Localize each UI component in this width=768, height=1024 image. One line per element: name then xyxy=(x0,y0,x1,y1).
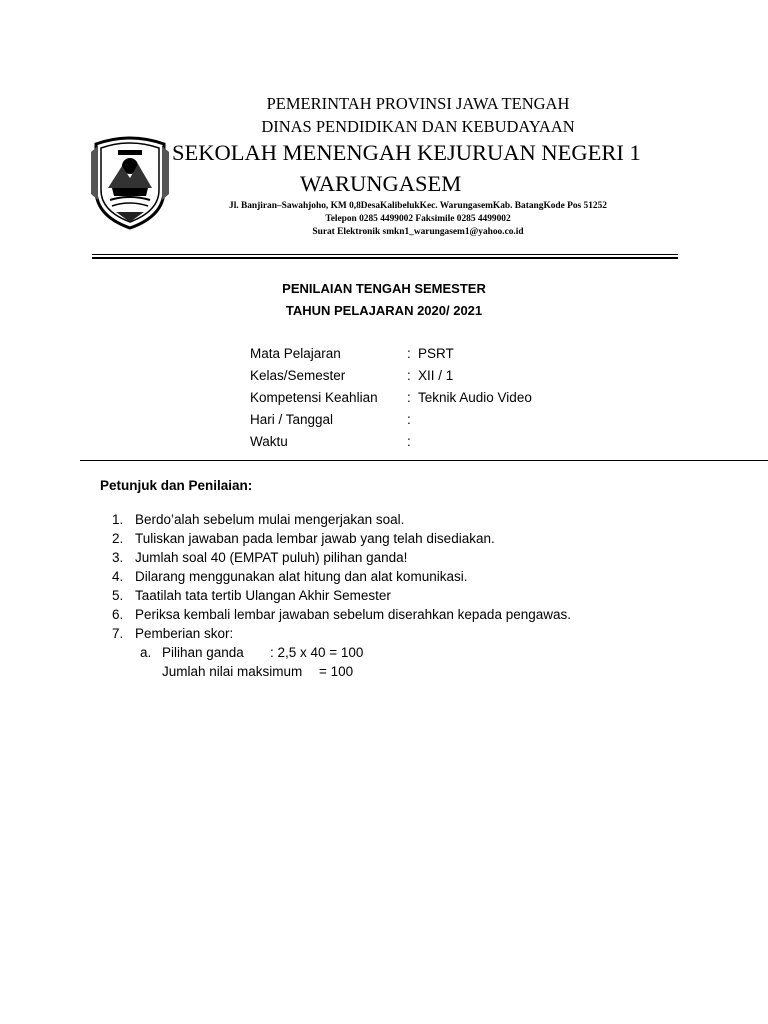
info-label: Kompetensi Keahlian xyxy=(250,390,378,405)
info-colon: : xyxy=(407,412,411,427)
list-item-number: 4. xyxy=(112,569,124,584)
sub-item-label: Pilihan ganda xyxy=(162,645,244,660)
school-name-line1: SEKOLAH MENENGAH KEJURUAN NEGERI 1 xyxy=(172,140,641,165)
letterhead-divider-thick xyxy=(92,257,678,259)
school-name-line2: WARUNGASEM xyxy=(300,171,462,196)
info-label: Waktu xyxy=(250,434,288,449)
list-item-number: 5. xyxy=(112,588,124,603)
list-item-number: 6. xyxy=(112,607,124,622)
max-score-value: = 100 xyxy=(319,664,354,679)
letterhead-divider-thin xyxy=(92,254,678,255)
info-label: Mata Pelajaran xyxy=(250,346,341,361)
section-divider xyxy=(80,460,768,461)
info-value: PSRT xyxy=(418,346,454,361)
list-item-text: Taatilah tata tertib Ulangan Akhir Semester xyxy=(135,588,391,603)
info-value: XII / 1 xyxy=(418,368,454,383)
list-item-text: Pemberian skor: xyxy=(135,626,234,641)
score-maximum xyxy=(162,664,354,679)
sub-item-letter: a. xyxy=(140,645,152,660)
info-label: Hari / Tanggal xyxy=(250,412,334,427)
info-colon: : xyxy=(407,434,411,449)
info-colon: : xyxy=(407,368,411,383)
school-address: Jl. Banjiran–Sawahjoho, KM 0,8DesaKalibelukKec. WarungasemKab. BatangKode Pos 51252 xyxy=(229,201,607,211)
list-item-text: Berdo’alah sebelum mulai mengerjakan soal. xyxy=(135,512,405,527)
school-email: Surat Elektronik smkn1_warungasem1@yahoo.co.id xyxy=(312,227,524,237)
exam-year: TAHUN PELAJARAN 2020/ 2021 xyxy=(285,303,483,318)
list-item-text: Tuliskan jawaban pada lembar jawab yang telah disediakan. xyxy=(135,531,495,546)
list-item-number: 2. xyxy=(112,531,124,546)
government-name: PEMERINTAH PROVINSI JAWA TENGAH xyxy=(266,94,570,113)
max-score-label: Jumlah nilai maksimum xyxy=(162,664,303,679)
info-label: Kelas/Semester xyxy=(250,368,346,383)
list-item-text: Dilarang menggunakan alat hitung dan alat komunikasi. xyxy=(135,569,468,584)
list-item-text: Jumlah soal 40 (EMPAT puluh) pilihan ganda! xyxy=(135,550,408,565)
info-value: Teknik Audio Video xyxy=(418,390,532,405)
list-item-number: 1. xyxy=(112,512,124,527)
list-item-number: 3. xyxy=(112,550,124,565)
list-item-number: 7. xyxy=(112,626,124,641)
sub-item-value: : 2,5 x 40 = 100 xyxy=(270,645,364,660)
list-item-text: Periksa kembali lembar jawaban sebelum diserahkan kepada pengawas. xyxy=(135,607,572,622)
instructions-heading: Petunjuk dan Penilaian: xyxy=(100,478,253,493)
department-name: DINAS PENDIDIKAN DAN KEBUDAYAAN xyxy=(261,117,575,136)
exam-title: PENILAIAN TENGAH SEMESTER xyxy=(282,281,486,296)
info-colon: : xyxy=(407,346,411,361)
school-phone: Telepon 0285 4499002 Faksimile 0285 4499002 xyxy=(325,214,511,224)
info-colon: : xyxy=(407,390,411,405)
